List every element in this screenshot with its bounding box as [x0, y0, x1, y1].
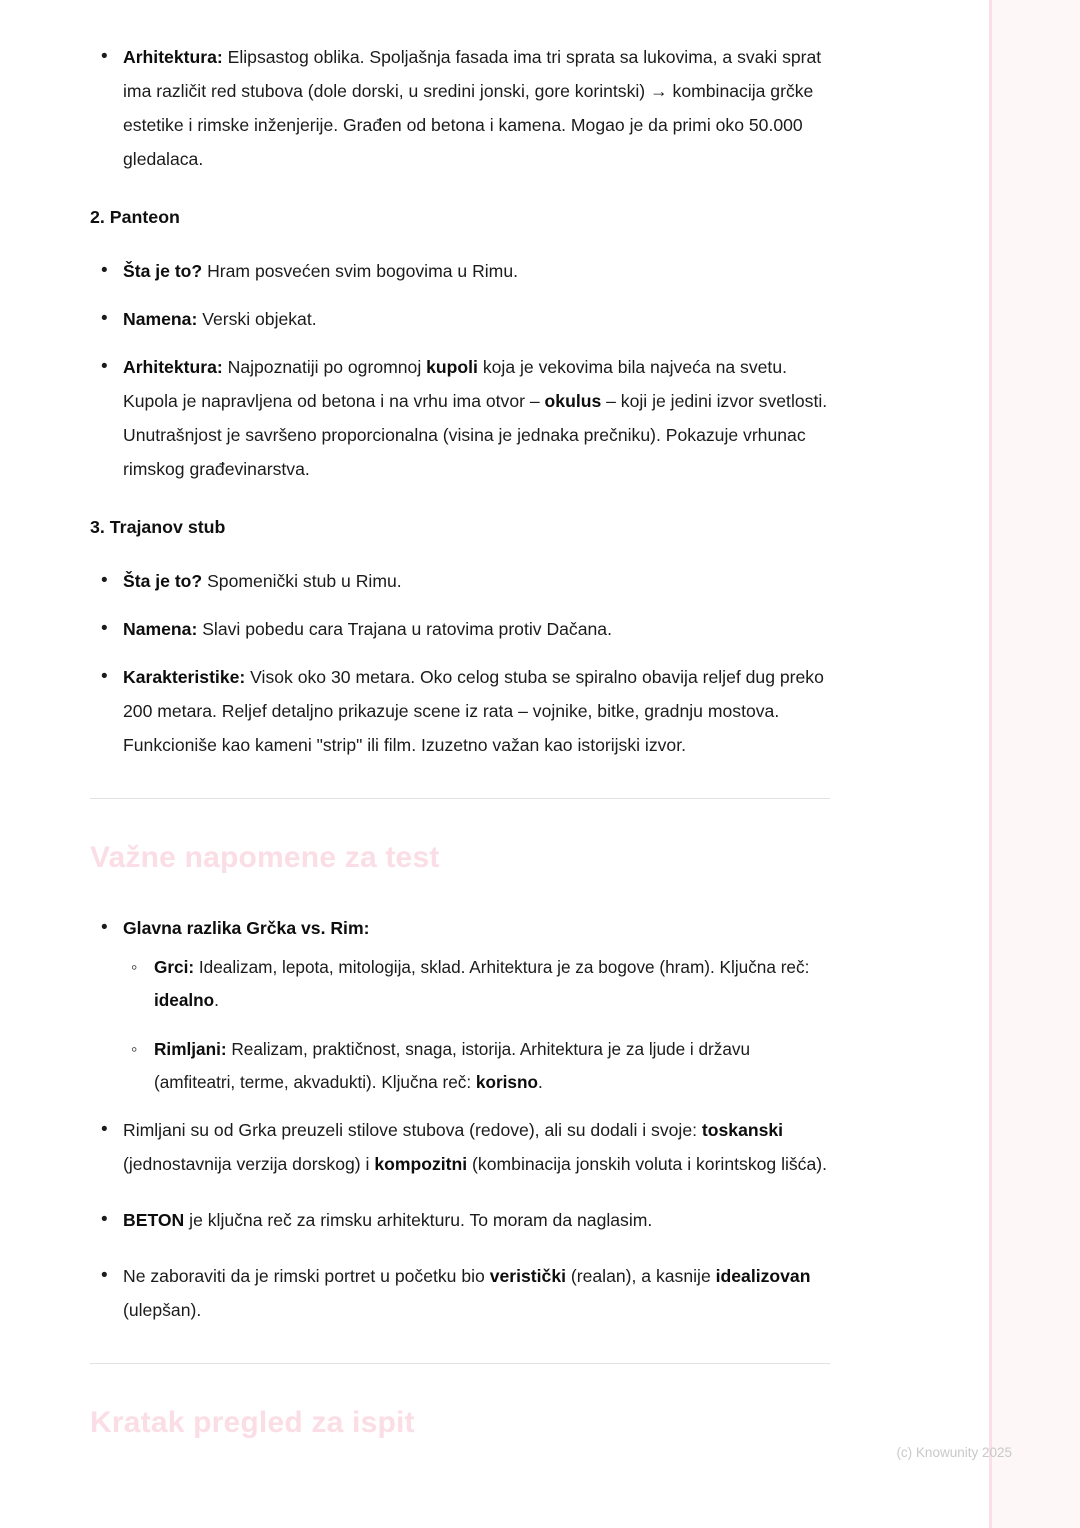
- list-item-text: Realizam, praktičnost, snaga, istorija. Arhitektura je za ljude i državu (amfiteatri, terme, akvadukti). Ključna reč: korisno.: [154, 1039, 751, 1092]
- list-item: [90, 1113, 830, 1181]
- list-item-label: Arhitektura:: [123, 47, 223, 67]
- page-vertical-rule: [989, 0, 992, 1528]
- list-item: [90, 1203, 830, 1237]
- list-item-label: Karakteristike:: [123, 667, 246, 687]
- sub-bullet-list-grci-rimljani: [123, 951, 830, 1099]
- list-item: [90, 350, 830, 486]
- list-item-label: Šta je to?: [123, 571, 203, 591]
- list-item-text: Idealizam, lepota, mitologija, sklad. Arhitektura je za bogove (hram). Ključna reč: idealno.: [154, 957, 810, 1010]
- list-item-label: Namena:: [123, 619, 198, 639]
- list-item-text: Spomenički stub u Rimu.: [202, 571, 402, 591]
- list-item-label: Grci:: [154, 957, 195, 977]
- list-item-text: Verski objekat.: [197, 309, 317, 329]
- bullet-list-trajanov-stub: [90, 564, 830, 762]
- list-item-text: Elipsastog oblika. Spoljašnja fasada ima tri sprata sa lukovima, a svaki sprat ima različit red stubova (dole dorski, u sredini jonski, gore korintski) → kombinacija grčke estetike i rimske inženjerije. Građen od betona i kamena. Mogao je da primi oko 50.000 gledalaca.: [123, 47, 822, 169]
- document-body: [90, 40, 830, 1442]
- list-item-text: Rimljani su od Grka preuzeli stilove stubova (redove), ali su dodali i svoje: toskanski (jednostavnija verzija dorskog) i kompozitni (kombinacija jonskih voluta i korintskog lišća).: [123, 1120, 828, 1174]
- page-margin-strip: [992, 0, 1080, 1528]
- list-item-text: Ne zaboraviti da je rimski portret u početku bio veristički (realan), a kasnije idealizovan (ulepšan).: [123, 1266, 811, 1320]
- list-item-label: Šta je to?: [123, 261, 203, 281]
- bullet-list-colosseum: [90, 40, 830, 176]
- list-item: [90, 254, 830, 288]
- list-item-text: je ključna reč za rimsku arhitekturu. To moram da naglasim.: [184, 1210, 653, 1230]
- section-divider-bottom: [90, 1363, 830, 1364]
- pink-heading-kratak-pregled: Kratak pregled za ispit: [90, 1406, 415, 1439]
- list-item: [90, 564, 830, 598]
- section-heading-panteon: 2. Panteon: [90, 207, 180, 227]
- list-item: [90, 612, 830, 646]
- list-item-text: Hram posvećen svim bogovima u Rimu.: [202, 261, 519, 281]
- pink-heading-vazne-napomene: Važne napomene za test: [90, 841, 440, 874]
- copyright-notice: (c) Knowunity 2025: [896, 1445, 1012, 1460]
- list-item: [123, 951, 830, 1017]
- list-item-label: Namena:: [123, 309, 198, 329]
- list-item-label: Rimljani:: [154, 1039, 227, 1059]
- section-heading-trajanov-stub: 3. Trajanov stub: [90, 517, 226, 537]
- bullet-list-panteon: [90, 254, 830, 486]
- section-divider: [90, 798, 830, 799]
- list-item: [90, 302, 830, 336]
- list-item-label: Arhitektura:: [123, 357, 223, 377]
- list-item-text: Slavi pobedu cara Trajana u ratovima protiv Dačana.: [197, 619, 612, 639]
- bullet-list-napomene: [90, 911, 830, 1327]
- list-item: [90, 660, 830, 762]
- list-item-text: Visok oko 30 metara. Oko celog stuba se spiralno obavija reljef dug preko 200 metara. Reljef detaljno prikazuje scene iz rata – vojnike, bitke, gradnju mostova. Funkcioniše kao kameni "strip" ili film. Izuzetno važan kao istorijski izvor.: [123, 667, 824, 755]
- list-item: [90, 40, 830, 176]
- list-item-label: BETON: [123, 1210, 185, 1230]
- list-item: [90, 911, 830, 1099]
- list-item-text: Najpoznatiji po ogromnoj kupoli koja je vekovima bila najveća na svetu. Kupola je napravljena od betona i na vrhu ima otvor – okulus – koji je jedini izvor svetlosti. Unutrašnjost je savršeno proporcionalna (visina je jednaka prečniku). Pokazuje vrhunac rimskog građevinarstva.: [123, 357, 828, 479]
- list-item-label: Glavna razlika Grčka vs. Rim:: [123, 918, 370, 938]
- list-item: [123, 1033, 830, 1099]
- list-item: [90, 1259, 830, 1327]
